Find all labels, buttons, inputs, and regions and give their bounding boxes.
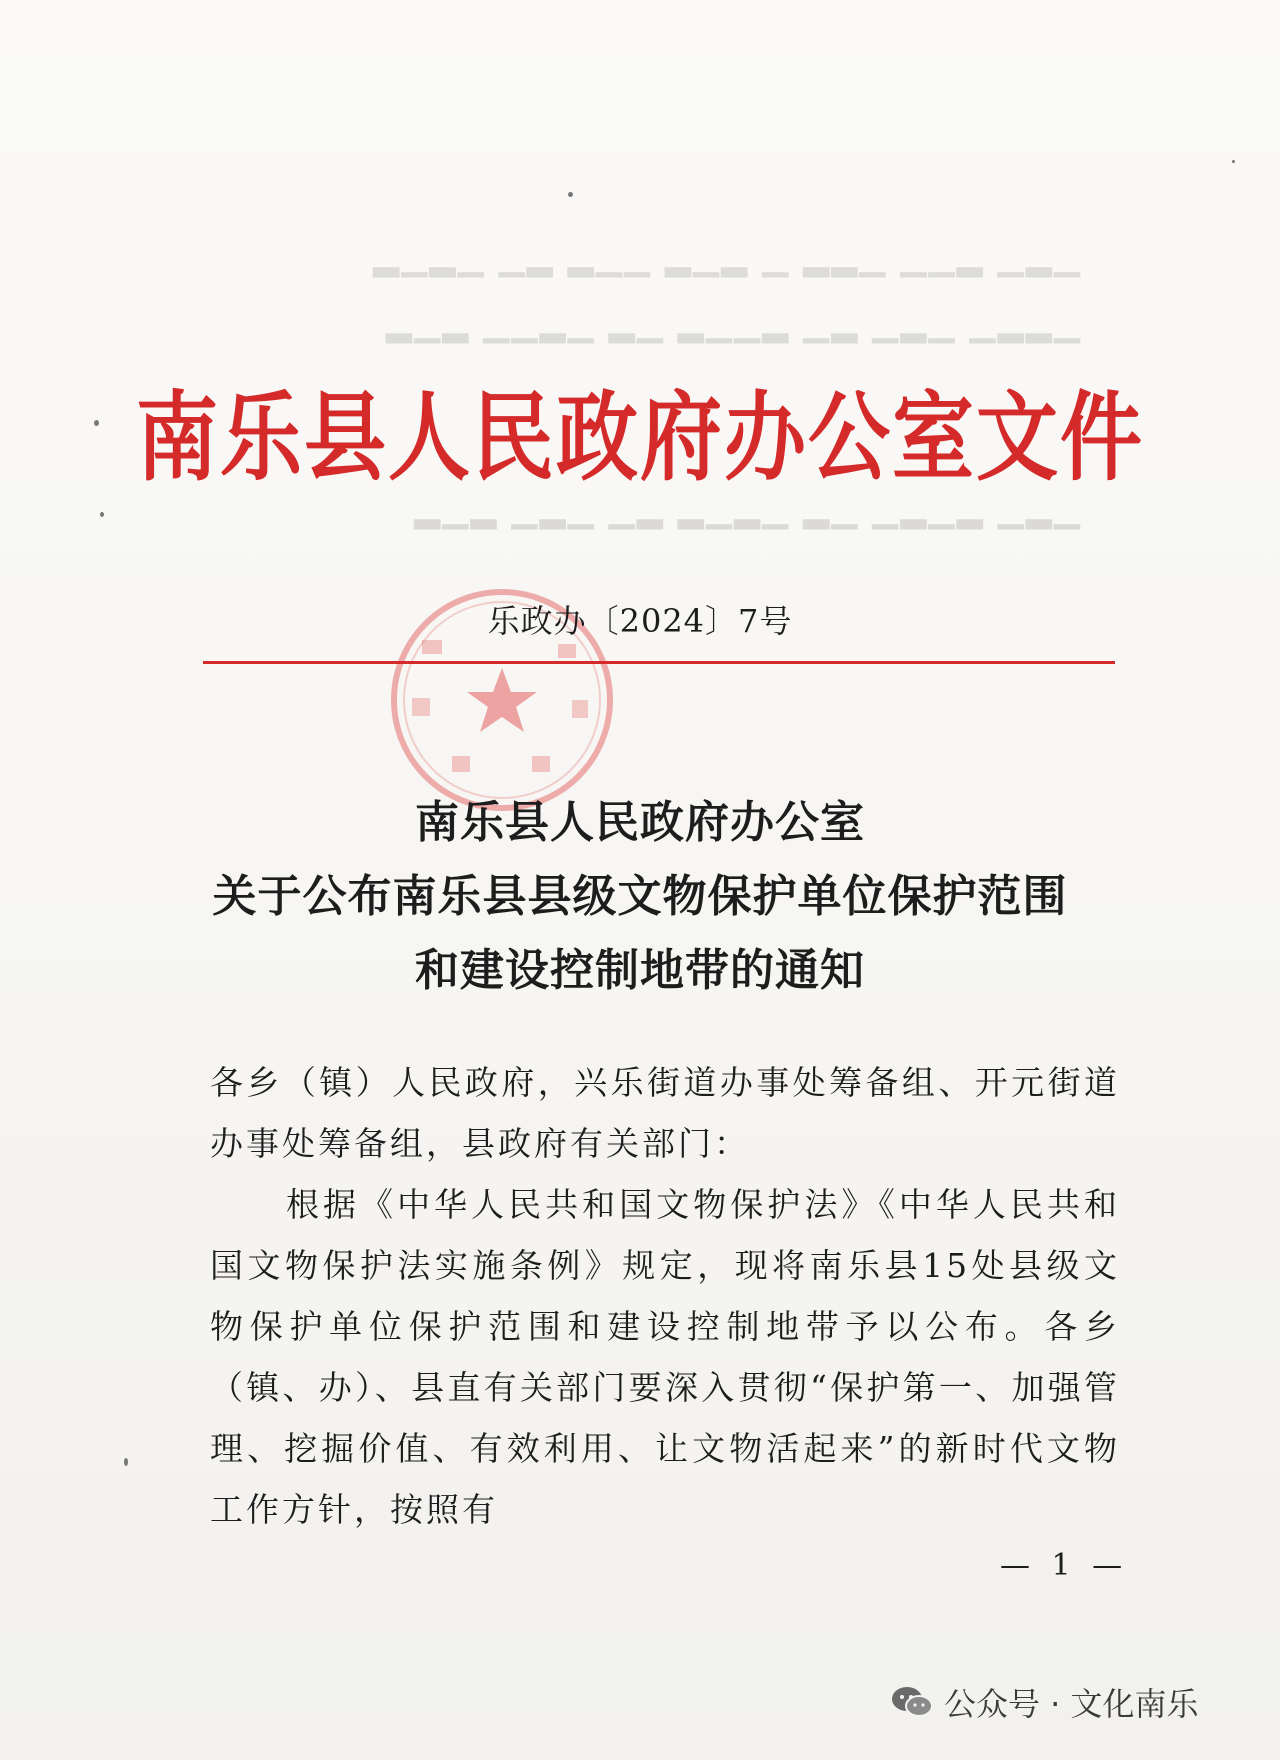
red-divider-line bbox=[203, 661, 1115, 664]
watermark-label: 公众号 · 文化南乐 bbox=[944, 1685, 1199, 1723]
notice-title-line1: 南乐县人民政府办公室 bbox=[415, 797, 865, 848]
document-number: 乐政办〔2024〕7号 bbox=[487, 602, 793, 640]
salutation: 各乡（镇）人民政府，兴乐街道办事处筹备组、开元街道办事处筹备组，县政府有关部门： bbox=[210, 1063, 1120, 1163]
page-number: — 1 — bbox=[1000, 1548, 1129, 1583]
document-masthead: 南乐县人民政府办公室文件 bbox=[135, 381, 1144, 495]
bleed-through-text: ▁▂▁ ▂▁▂▁ ▁▂ ▁▂▁▂ ▂▁ ▁▂▁ ▂▁▂ bbox=[412, 490, 1080, 530]
wechat-icon bbox=[890, 1684, 934, 1720]
bleed-through-text: ▁▂▂▁ ▁▂▁ ▂▁ ▂▁▁▂ ▁▂ ▁▂▁▁ ▂▁▂ bbox=[383, 304, 1080, 344]
notice-title-line3: 和建设控制地带的通知 bbox=[415, 945, 865, 996]
notice-title-line2: 关于公布南乐县县级文物保护单位保护范围 bbox=[212, 871, 1068, 922]
body-paragraph: 根据《中华人民共和国文物保护法》《中华人民共和国文物保护法实施条例》规定，现将南乐县15处县级文物保护单位保护范围和建设控制地带予以公布。各乡（镇、办）、县直有关部门要深入贯彻“保护第一、加强管理、挖掘价值、有效利用、让文物活起来”的新时代文物工作方针，按照有 bbox=[210, 1185, 1120, 1529]
bleed-through-text: ▁▂▁ ▂▁▁ ▁▂▂ ▁ ▂▁▂ ▁▁▂ ▂▁ ▁▂▁▂ bbox=[371, 238, 1080, 278]
wechat-watermark bbox=[890, 1680, 1199, 1724]
